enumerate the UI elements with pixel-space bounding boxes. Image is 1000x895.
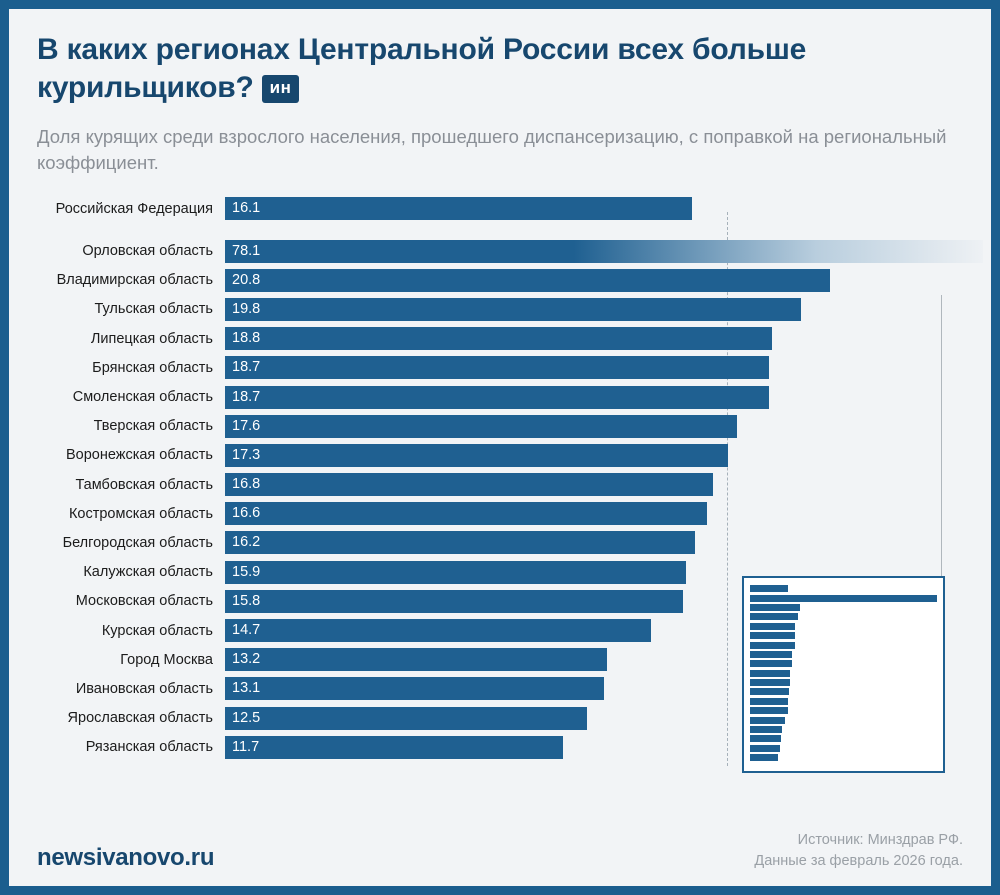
bar-label: Рязанская область	[85, 739, 213, 756]
bar-fill	[225, 619, 651, 642]
bar-label: Тульская область	[94, 301, 213, 318]
inset-row	[750, 584, 937, 593]
poster-inner	[9, 9, 991, 886]
bar-label: Московская область	[75, 593, 213, 610]
inset-row	[750, 603, 937, 612]
bar-fill	[225, 444, 728, 467]
bar-fill	[225, 386, 769, 409]
bar-fill	[225, 356, 769, 379]
chart-row	[37, 470, 963, 499]
source-note	[754, 830, 963, 872]
bar-value: 16.2	[232, 534, 261, 551]
bar-value: 18.7	[232, 359, 261, 376]
bar-track	[225, 444, 963, 467]
bar-label: Город Москва	[120, 651, 213, 668]
bar-label: Смоленская область	[72, 389, 213, 406]
bar-value: 78.1	[232, 242, 261, 259]
inset-row	[750, 612, 937, 621]
bar-value: 15.8	[232, 592, 261, 609]
inset-row	[750, 593, 937, 602]
bar-value: 20.8	[232, 271, 261, 288]
inset-bar-list	[750, 584, 937, 765]
bar-value: 12.5	[232, 709, 261, 726]
source-badge: ин	[262, 75, 300, 103]
chart-row	[37, 324, 963, 353]
bar-label: Брянская область	[92, 359, 213, 376]
bar-value: 13.1	[232, 680, 261, 697]
bar-value: 17.6	[232, 417, 261, 434]
bar-label: Калужская область	[83, 564, 213, 581]
chart-row	[37, 237, 963, 266]
inset-row	[750, 725, 937, 734]
chart-row	[37, 382, 963, 411]
inset-row	[750, 659, 937, 668]
bar-label: Владимирская область	[56, 272, 213, 289]
bar-label: Ивановская область	[75, 680, 213, 697]
bar-fill	[225, 502, 707, 525]
bar-track	[225, 298, 963, 321]
bar-track	[225, 327, 963, 350]
bar-track	[225, 502, 963, 525]
bar-fill	[225, 561, 686, 584]
chart-row	[37, 441, 963, 470]
bar-label: Орловская область	[82, 243, 213, 260]
inset-row	[750, 706, 937, 715]
bar-fill	[225, 531, 695, 554]
inset-row	[750, 650, 937, 659]
bar-label: Ярославская область	[67, 710, 213, 727]
bar-track	[225, 197, 963, 220]
chart-row	[37, 194, 963, 223]
chart-thumbnail-inset	[742, 576, 945, 773]
bar-label: Курская область	[101, 622, 213, 639]
inset-row	[750, 734, 937, 743]
chart-row	[37, 499, 963, 528]
footer	[37, 830, 963, 872]
page-subtitle: Доля курящих среди взрослого населения, прошедшего диспансеризацию, с поправкой на региональный коэффициент.	[37, 125, 947, 174]
bar-value: 18.8	[232, 330, 261, 347]
inset-row	[750, 744, 937, 753]
inset-row	[750, 678, 937, 687]
inset-row	[750, 753, 937, 762]
bar-fill	[225, 590, 683, 613]
bar-value: 14.7	[232, 622, 261, 639]
bar-value: 19.8	[232, 300, 261, 317]
bar-label: Костромская область	[68, 505, 213, 522]
bar-fill	[225, 327, 772, 350]
inset-row	[750, 622, 937, 631]
bar-label: Липецкая область	[90, 330, 213, 347]
bar-label: Белгородская область	[62, 534, 213, 551]
bar-label: Воронежская область	[65, 447, 213, 464]
bar-value: 16.6	[232, 505, 261, 522]
inset-row	[750, 640, 937, 649]
inset-connector-line	[941, 295, 942, 603]
site-url[interactable]: newsivanovo.ru	[37, 844, 215, 871]
bar-track	[225, 240, 963, 263]
bar-value: 15.9	[232, 563, 261, 580]
inset-row	[750, 687, 937, 696]
source-line-1: Источник: Минздрав РФ.	[797, 831, 963, 848]
inset-row	[750, 715, 937, 724]
page-title-text: В каких регионах Центральной России всех больше курильщиков?	[37, 33, 807, 105]
chart-row	[37, 412, 963, 441]
bar-fill	[225, 240, 983, 263]
bar-fill	[225, 736, 563, 759]
bar-value: 16.8	[232, 476, 261, 493]
chart-row	[37, 295, 963, 324]
bar-track	[225, 269, 963, 292]
bar-fill	[225, 677, 604, 700]
bar-label: Российская Федерация	[55, 200, 213, 217]
bar-track	[225, 473, 963, 496]
bar-fill	[225, 648, 607, 671]
bar-label: Тамбовская область	[75, 476, 213, 493]
bar-fill	[225, 269, 830, 292]
bar-value: 13.2	[232, 651, 261, 668]
bar-track	[225, 386, 963, 409]
bar-value: 11.7	[232, 738, 260, 755]
inset-row	[750, 631, 937, 640]
chart-row	[37, 528, 963, 557]
bar-fill	[225, 415, 737, 438]
bar-value: 18.7	[232, 388, 261, 405]
bar-fill	[225, 298, 801, 321]
source-line-2: Данные за февраль 2026 года.	[754, 852, 963, 869]
chart-row	[37, 266, 963, 295]
bar-track	[225, 531, 963, 554]
bar-fill	[225, 473, 713, 496]
inset-row	[750, 697, 937, 706]
bar-value: 16.1	[232, 200, 261, 217]
bar-label: Тверская область	[93, 418, 213, 435]
bar-track	[225, 356, 963, 379]
chart-row	[37, 353, 963, 382]
page-title	[37, 31, 937, 108]
bar-track	[225, 415, 963, 438]
bar-fill	[225, 707, 587, 730]
bar-value: 17.3	[232, 446, 261, 463]
inset-row	[750, 669, 937, 678]
bar-fill	[225, 197, 692, 220]
